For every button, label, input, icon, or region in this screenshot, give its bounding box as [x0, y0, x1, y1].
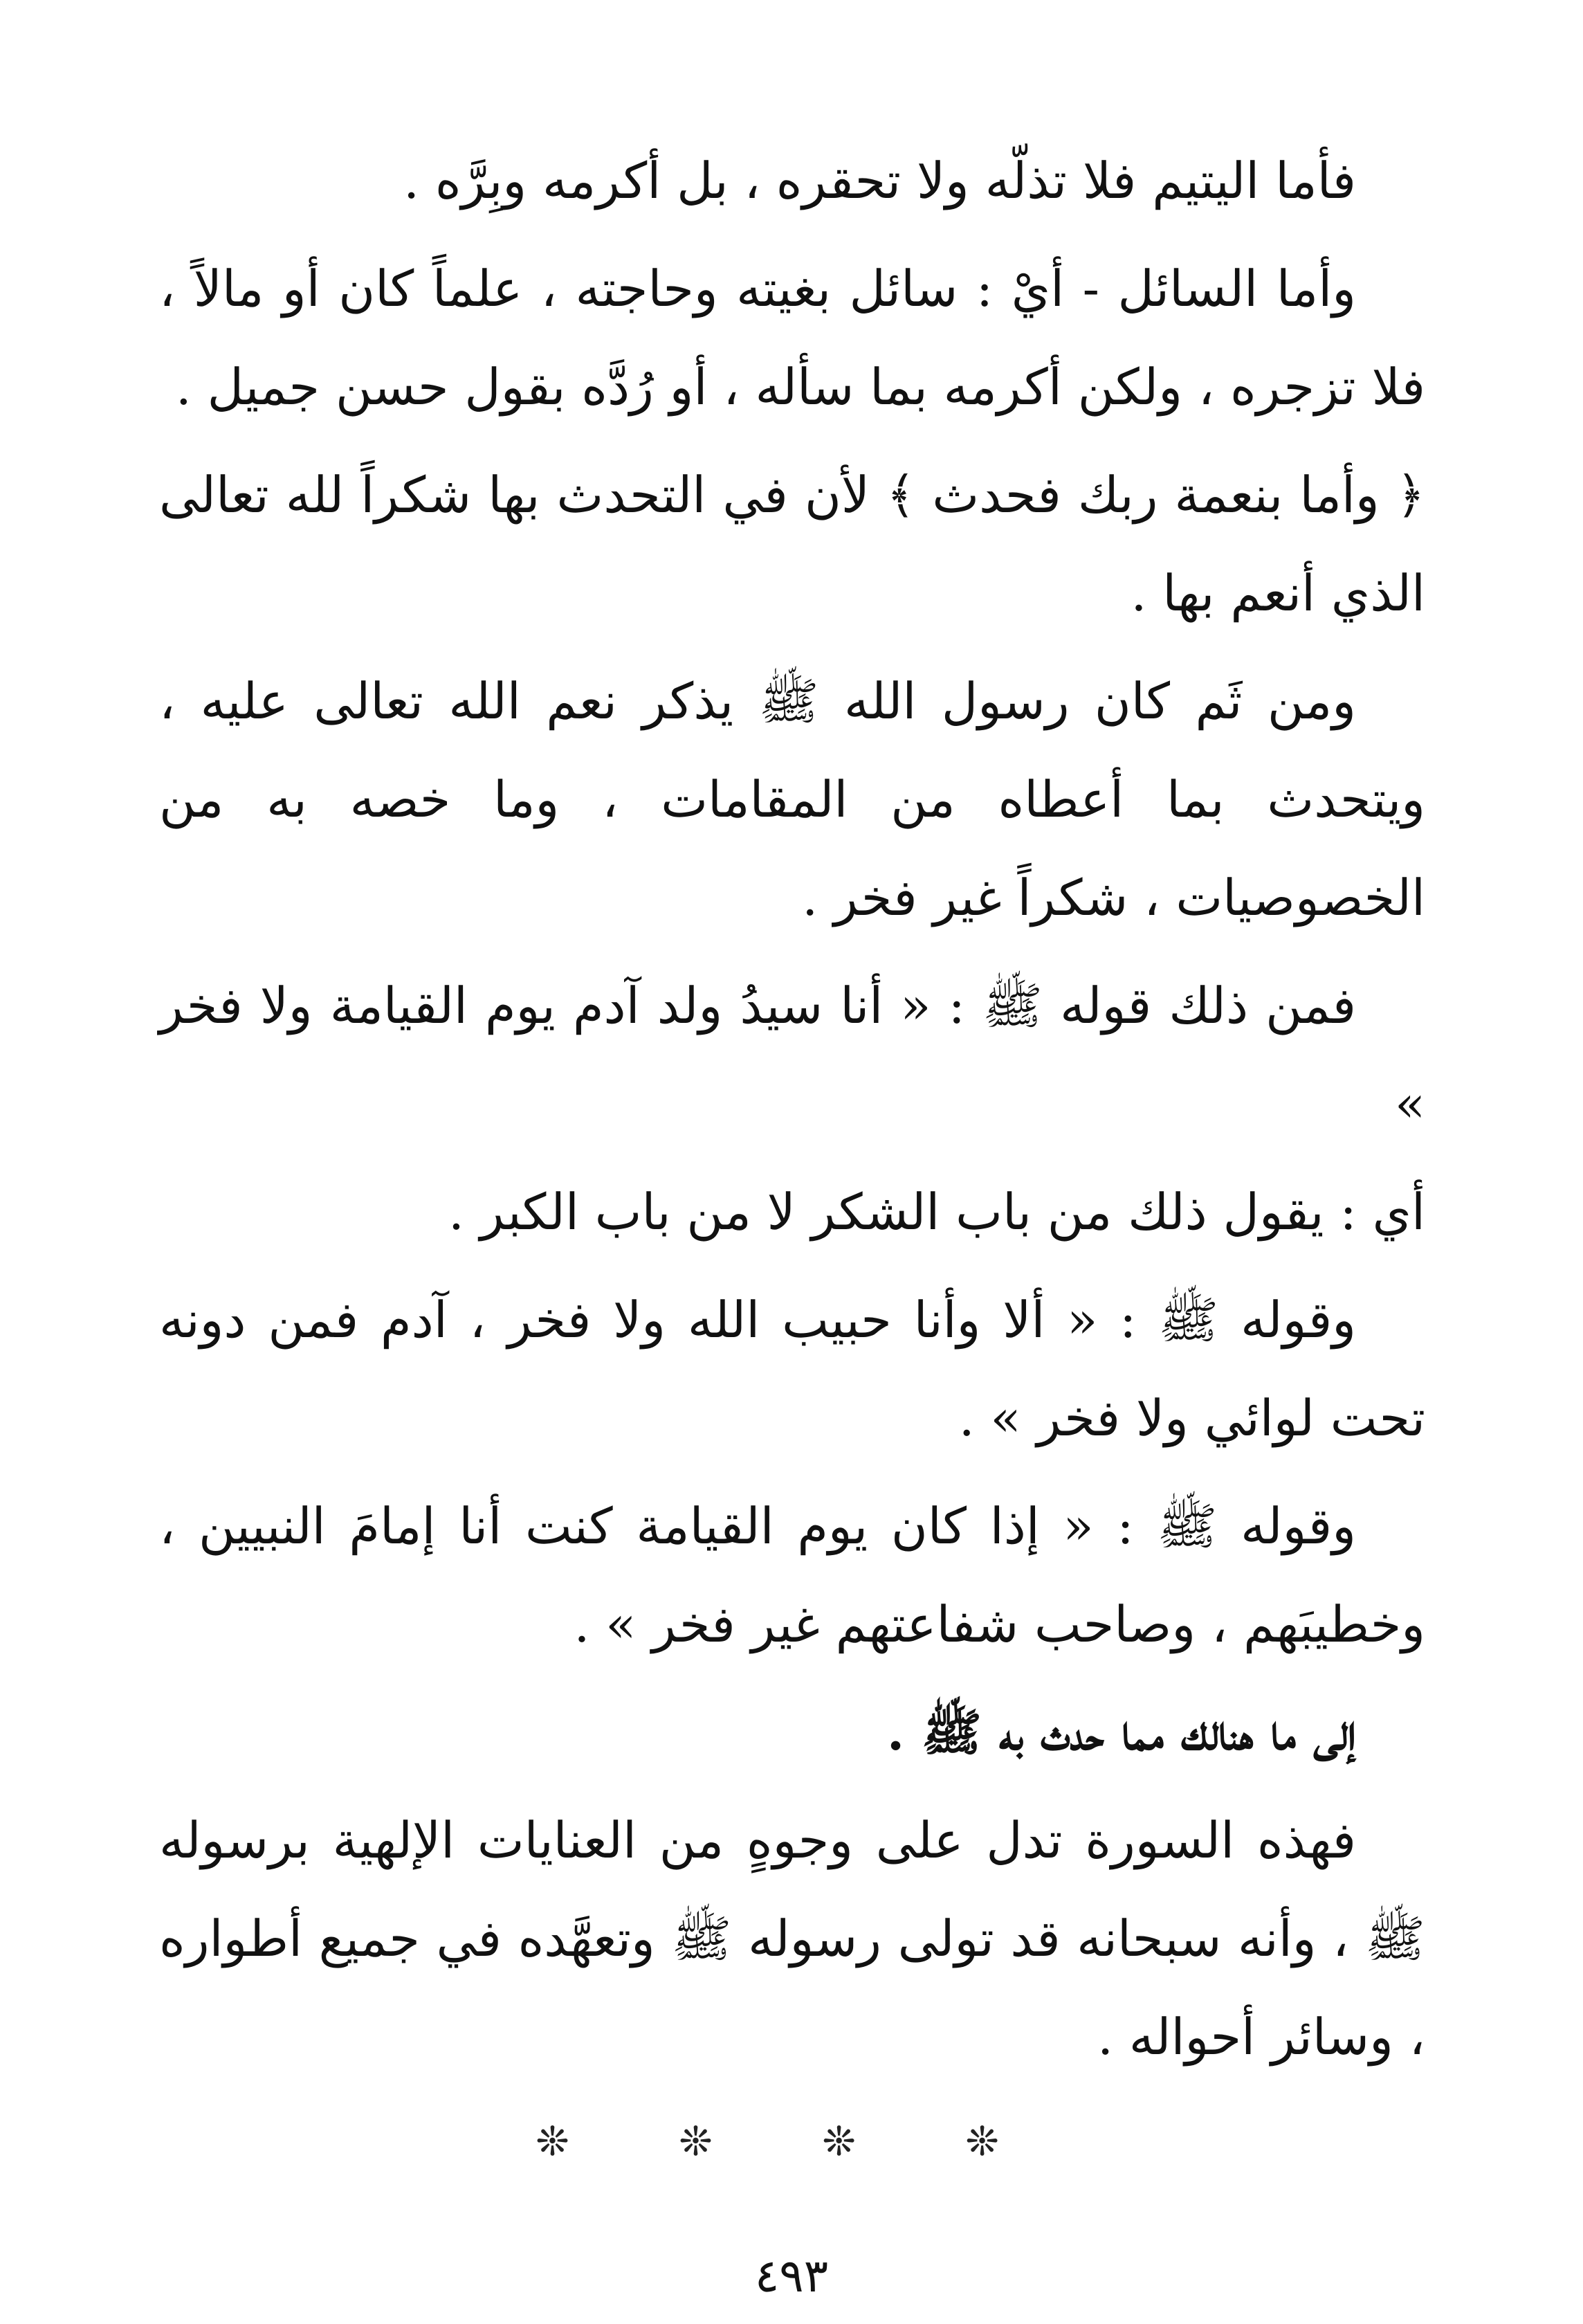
paragraph-hadith-imam: وقوله ﷺ : « إذا كان يوم القيامة كنت أنا إمامَ النبيين ، وخطيبَهم ، وصاحب شفاعتهم غير فخر » .	[159, 1497, 1425, 1653]
paragraph-beggar: وأما السائل - أيْ : سائل بغيته وحاجته ، علماً كان أو مالاً ، فلا تزجره ، ولكن أكرمه بما سأله ، أو رُدَّه بقول حسن جميل .	[159, 260, 1425, 416]
paragraph-hadith-master: فمن ذلك قوله ﷺ : « أنا سيدُ ولد آدم يوم القيامة ولا فخر »	[159, 977, 1425, 1133]
paragraph-explanation: أي : يقول ذلك من باب الشكر لا من باب الكبر .	[448, 1183, 1425, 1241]
paragraph-surah-summary: فهذه السورة تدل على وجوهٍ من العنايات الإلهية برسوله ﷺ ، وأنه سبحانه قد تولى رسوله ﷺ وتعهَّده في جميع أطواره ، وسائر أحواله .	[159, 1811, 1425, 2066]
body-text	[159, 131, 1425, 2096]
page-number: ٤٩٣	[754, 2249, 829, 2303]
paragraph-orphan: فأما اليتيم فلا تذلّه ولا تحقره ، بل أكرمه وبِرَّه .	[403, 152, 1356, 210]
paragraph-hadith-beloved: وقوله ﷺ : « ألا وأنا حبيب الله ولا فخر ، آدم فمن دونه تحت لوائي ولا فخر » .	[159, 1291, 1425, 1447]
paragraph-prophet-mentions: ومن ثَم كان رسول الله ﷺ يذكر نعم الله تعالى عليه ، ويتحدث بما أعطاه من المقامات ، وما خصه به من الخصوصيات ، شكراً غير فخر .	[159, 672, 1426, 927]
paragraph-conclusion-bold: إلى ما هنالك مما حدث به ﷺ .	[886, 1703, 1356, 1761]
paragraph-blessing-verse: ﴿ وأما بنعمة ربك فحدث ﴾ لأن في التحدث بها شكراً لله تعالى الذي أنعم بها .	[159, 466, 1425, 622]
section-divider-ornament: ❊ ❊ ❊ ❊	[536, 2118, 1047, 2165]
